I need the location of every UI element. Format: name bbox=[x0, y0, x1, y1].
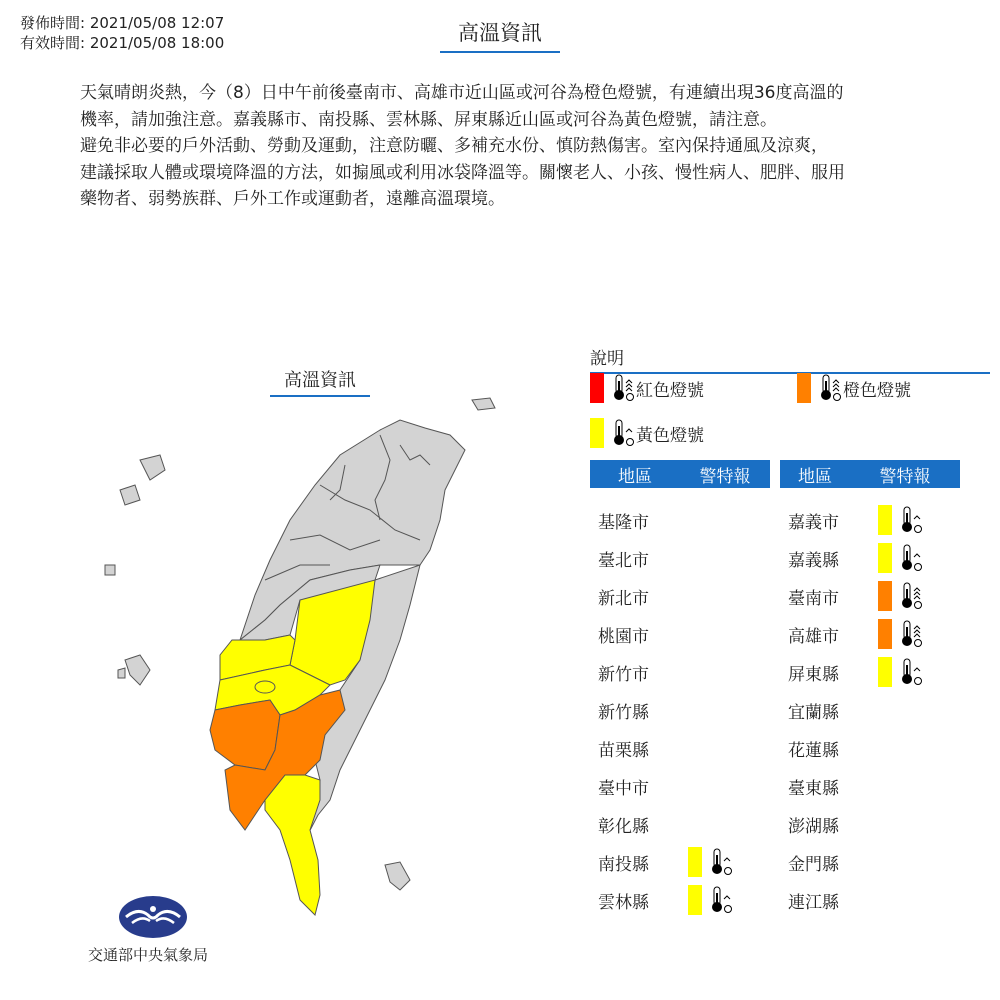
region-row bbox=[788, 847, 878, 877]
region-name: 臺南市 bbox=[788, 588, 839, 609]
region-row bbox=[788, 543, 924, 573]
yellow-swatch bbox=[878, 505, 892, 535]
region-row bbox=[598, 581, 688, 611]
region-name: 連江縣 bbox=[788, 892, 839, 913]
yellow-swatch bbox=[878, 657, 892, 687]
region-name: 彰化縣 bbox=[598, 816, 649, 837]
region-name: 基隆市 bbox=[598, 512, 649, 533]
region-name: 桃園市 bbox=[598, 626, 649, 647]
legend-red bbox=[590, 373, 704, 403]
thermometer-high-icon bbox=[817, 373, 843, 403]
region-row bbox=[788, 581, 924, 611]
cwb-logo bbox=[118, 895, 188, 939]
yellow-swatch bbox=[590, 418, 604, 448]
thermometer-icon bbox=[708, 885, 734, 915]
region-row bbox=[598, 543, 688, 573]
region-name: 金門縣 bbox=[788, 854, 839, 875]
warning-indicator bbox=[878, 543, 924, 573]
region-name: 新竹市 bbox=[598, 664, 649, 685]
region-row bbox=[598, 809, 688, 839]
region-name: 宜蘭縣 bbox=[788, 702, 839, 723]
region-pingtung bbox=[265, 775, 320, 915]
region-row bbox=[788, 695, 878, 725]
region-row bbox=[598, 619, 688, 649]
red-swatch bbox=[590, 373, 604, 403]
region-row bbox=[598, 771, 688, 801]
description-line: 天氣晴朗炎熱，今（8）日中午前後臺南市、高雄市近山區或河谷為橙色燈號，有連續出現36度高溫的 bbox=[80, 83, 844, 103]
yellow-swatch bbox=[688, 847, 702, 877]
region-name: 苗栗縣 bbox=[598, 740, 649, 761]
region-row bbox=[598, 695, 688, 725]
region-row bbox=[788, 619, 924, 649]
thermometer-icon bbox=[708, 847, 734, 877]
description-line: 機率，請加強注意。嘉義縣市、南投縣、雲林縣、屏東縣近山區或河谷為黃色燈號，請注意。 bbox=[80, 109, 777, 130]
orange-swatch bbox=[878, 619, 892, 649]
region-row bbox=[788, 885, 878, 915]
region-row bbox=[788, 771, 878, 801]
thermometer-icon bbox=[610, 418, 636, 448]
region-name: 南投縣 bbox=[598, 854, 649, 875]
region-row bbox=[788, 505, 924, 535]
legend-red-label: 紅色燈號 bbox=[636, 380, 704, 401]
thermometer-icon bbox=[898, 505, 924, 535]
legend-yellow bbox=[590, 418, 704, 448]
region-row bbox=[598, 885, 734, 915]
orange-swatch bbox=[797, 373, 811, 403]
region-name: 嘉義縣 bbox=[788, 550, 839, 571]
region-name: 臺中市 bbox=[598, 778, 649, 799]
region-row bbox=[598, 657, 688, 687]
agency-name: 交通部中央氣象局 bbox=[88, 946, 209, 964]
region-name: 臺東縣 bbox=[788, 778, 839, 799]
warning-indicator bbox=[878, 581, 924, 611]
issue-time: 發佈時間: 2021/05/08 12:07 bbox=[20, 14, 225, 32]
warning-indicator bbox=[878, 657, 924, 687]
thermometer-high-icon bbox=[898, 619, 924, 649]
description bbox=[80, 80, 960, 213]
page-title: 高溫資訊 bbox=[440, 17, 560, 53]
description-line: 藥物者、弱勢族群、戶外工作或運動者，遠離高溫環境。 bbox=[80, 189, 505, 209]
legend-orange-label: 橙色燈號 bbox=[843, 380, 911, 401]
legend-orange bbox=[797, 373, 911, 403]
description-line: 避免非必要的戶外活動、勞動及運動，注意防曬、多補充水份、慎防熱傷害。室內保持通風及涼爽， bbox=[80, 136, 828, 156]
region-name: 臺北市 bbox=[598, 550, 649, 571]
yellow-swatch bbox=[878, 543, 892, 573]
table-header-left bbox=[590, 460, 770, 488]
region-name: 新北市 bbox=[598, 588, 649, 609]
warning-indicator bbox=[688, 885, 734, 915]
region-row bbox=[598, 847, 734, 877]
thermometer-icon bbox=[898, 543, 924, 573]
region-name: 高雄市 bbox=[788, 626, 839, 647]
region-row bbox=[598, 733, 688, 763]
description-line: 建議採取人體或環境降溫的方法，如搧風或利用冰袋降溫等。關懷老人、小孩、慢性病人、肥胖、服用 bbox=[80, 162, 845, 183]
region-name: 新竹縣 bbox=[598, 702, 649, 723]
warning-indicator bbox=[688, 847, 734, 877]
legend-yellow-label: 黃色燈號 bbox=[636, 425, 704, 446]
taiwan-map bbox=[0, 390, 560, 930]
thermometer-high-icon bbox=[898, 581, 924, 611]
region-name: 雲林縣 bbox=[598, 892, 649, 913]
header-warning: 警特報 bbox=[879, 466, 931, 487]
orange-swatch bbox=[878, 581, 892, 611]
region-name: 花蓮縣 bbox=[788, 740, 839, 761]
legend-heading: 說明 bbox=[590, 344, 990, 374]
header-warning: 警特報 bbox=[699, 466, 751, 487]
yellow-swatch bbox=[688, 885, 702, 915]
region-row bbox=[788, 657, 924, 687]
warning-indicator bbox=[878, 619, 924, 649]
region-row bbox=[598, 505, 688, 535]
header-region: 地區 bbox=[618, 466, 652, 487]
region-tainan bbox=[210, 700, 280, 770]
region-name: 嘉義市 bbox=[788, 512, 839, 533]
table-header-right bbox=[780, 460, 960, 488]
warning-indicator bbox=[878, 505, 924, 535]
region-row bbox=[788, 809, 878, 839]
valid-time: 有效時間: 2021/05/08 18:00 bbox=[20, 34, 225, 52]
thermometer-icon bbox=[898, 657, 924, 687]
thermometer-high-icon bbox=[610, 373, 636, 403]
region-name: 澎湖縣 bbox=[788, 816, 839, 837]
region-name: 屏東縣 bbox=[788, 664, 839, 685]
map-title: 高溫資訊 bbox=[270, 366, 370, 397]
region-row bbox=[788, 733, 878, 763]
header-region: 地區 bbox=[798, 466, 832, 487]
